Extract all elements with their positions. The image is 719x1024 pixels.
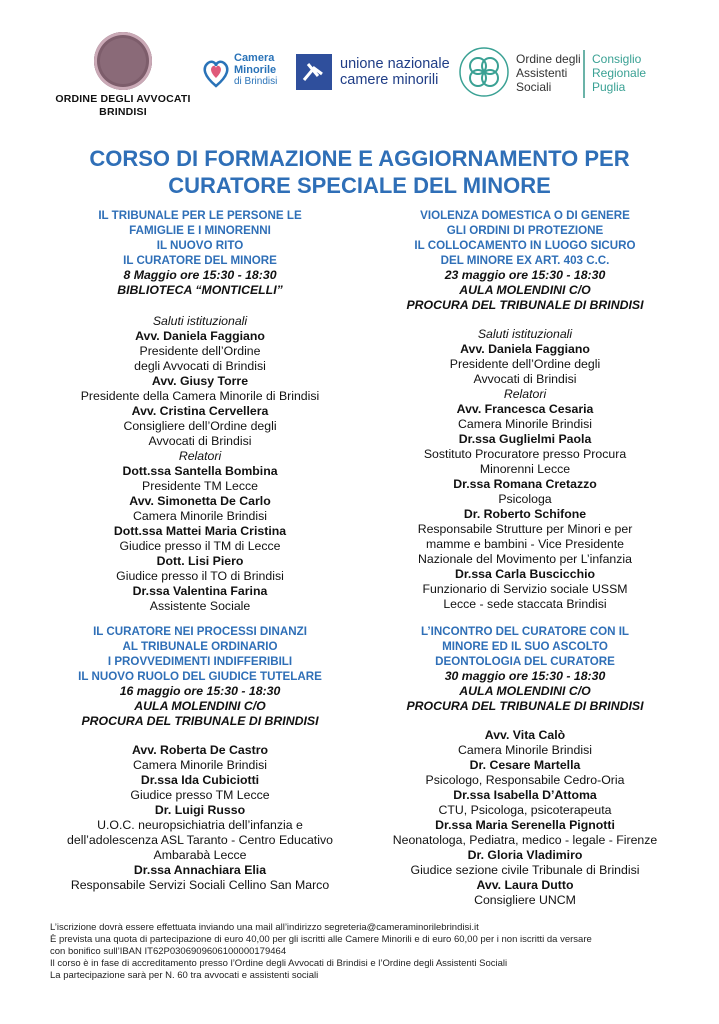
- speaker-role: degli Avvocati di Brindisi: [134, 359, 266, 373]
- heading-line: IL CURATORE NEI PROCESSI DINANZI: [93, 625, 307, 638]
- logo-text: Ordine degli: [516, 52, 581, 66]
- speaker-role: U.O.C. neuropsichiatria dell’infanzia e: [97, 818, 303, 832]
- footer-line: È prevista una quota di partecipazione di euro 40,00 per gli iscritti alle Camere Minorili e di euro 60,00 per i non iscritti da versare: [50, 934, 592, 945]
- session-place: AULA MOLENDINI C/O: [459, 283, 591, 297]
- logo-unione-camere: [296, 54, 456, 94]
- speaker-name: Dott. Lisi Piero: [156, 554, 244, 568]
- heading-line: GLI ORDINI DI PROTEZIONE: [446, 224, 604, 237]
- speaker-role: Consigliere UNCM: [474, 893, 576, 907]
- speaker-name: Avv. Roberta De Castro: [132, 743, 268, 757]
- logo-text: ORDINE DEGLI AVVOCATI: [55, 93, 191, 105]
- speaker-role: Presidente dell’Ordine: [139, 344, 261, 358]
- speaker-name: Dr.ssa Isabella D’Attoma: [453, 788, 597, 802]
- speaker-role: Lecce - sede staccata Brindisi: [443, 597, 607, 611]
- session-date: 16 maggio ore 15:30 - 18:30: [119, 684, 281, 698]
- hearts-icon: [200, 52, 232, 90]
- heading-line: AL TRIBUNALE ORDINARIO: [122, 640, 278, 653]
- speaker-role: Giudice presso TM Lecce: [130, 788, 270, 802]
- role-label: Relatori: [503, 387, 547, 401]
- speaker-name: Avv. Daniela Faggiano: [460, 342, 590, 356]
- speaker-name: Dr. Luigi Russo: [154, 803, 246, 817]
- page-title: [0, 145, 719, 199]
- speaker-name: Dr.ssa Carla Buscicchio: [454, 567, 596, 581]
- footer-line: L’iscrizione dovrà essere effettuata inviando una mail all’indirizzo segreteria@cameraminorilebrindisi.it: [50, 922, 479, 933]
- session-heading: [40, 208, 360, 268]
- speaker-role: Giudice presso il TM di Lecce: [119, 539, 281, 553]
- session-date: 23 maggio ore 15:30 - 18:30: [444, 268, 606, 282]
- speaker-role: Responsabile Strutture per Minori e per: [417, 522, 633, 536]
- speaker-role: Avvocati di Brindisi: [148, 434, 252, 448]
- speaker-role: Funzionario di Servizio sociale USSM: [422, 582, 628, 596]
- speaker-role: Ambarabà Lecce: [153, 848, 247, 862]
- session-place: PROCURA DEL TRIBUNALE DI BRINDISI: [406, 298, 644, 312]
- speaker-name: Avv. Daniela Faggiano: [135, 329, 265, 343]
- heading-line: DEONTOLOGIA DEL CURATORE: [435, 655, 615, 668]
- speaker-role: Assistente Sociale: [149, 599, 251, 613]
- logo-text: BRINDISI: [99, 106, 147, 118]
- speaker-name: Dr.ssa Guglielmi Paola: [458, 432, 592, 446]
- speaker-name: Dr.ssa Valentina Farina: [132, 584, 268, 598]
- speaker-role: dell’adolescenza ASL Taranto - Centro Educativo: [67, 833, 333, 847]
- speaker-list: [40, 314, 360, 614]
- session-3: [40, 624, 360, 893]
- speaker-role: Giudice presso il TO di Brindisi: [116, 569, 284, 583]
- logo-text: Minorile: [234, 64, 277, 76]
- speaker-role: Neonatologa, Pediatra, medico - legale - Firenze: [392, 833, 658, 847]
- speaker-role: Psicologo, Responsabile Cedro-Oria: [425, 773, 625, 787]
- session-place: PROCURA DEL TRIBUNALE DI BRINDISI: [406, 699, 644, 713]
- logo-text: Regionale: [592, 66, 647, 80]
- speaker-name: Dott.ssa Santella Bombina: [122, 464, 278, 478]
- session-heading: [365, 208, 685, 268]
- speaker-name: Dr.ssa Annachiara Elia: [133, 863, 267, 877]
- speaker-name: Avv. Cristina Cervellera: [131, 404, 269, 418]
- speaker-role: Giudice sezione civile Tribunale di Brindisi: [410, 863, 640, 877]
- role-label: Relatori: [178, 449, 222, 463]
- session-4: [365, 624, 685, 908]
- speaker-role: Presidente TM Lecce: [142, 479, 258, 493]
- logo-camera-minorile: [200, 52, 290, 92]
- logo-ordine-avvocati: [48, 32, 198, 119]
- heading-line: VIOLENZA DOMESTICA O DI GENERE: [420, 209, 630, 222]
- logo-text: Consiglio: [592, 52, 642, 66]
- speaker-name: Avv. Laura Dutto: [476, 878, 574, 892]
- speaker-role: Avvocati di Brindisi: [473, 372, 577, 386]
- speaker-name: Avv. Simonetta De Carlo: [129, 494, 271, 508]
- speaker-role: Sostituto Procuratore presso Procura: [423, 447, 627, 461]
- speaker-role: Minorenni Lecce: [479, 462, 571, 476]
- speaker-role: Presidente dell’Ordine degli: [449, 357, 601, 371]
- speaker-role: mamme e bambini - Vice Presidente: [426, 537, 624, 551]
- logo-text: Puglia: [592, 80, 626, 94]
- speaker-role: CTU, Psicologa, psicoterapeuta: [438, 803, 612, 817]
- session-date: 8 Maggio ore 15:30 - 18:30: [123, 268, 277, 282]
- speaker-name: Dott.ssa Mattei Maria Cristina: [113, 524, 287, 538]
- speaker-role: Camera Minorile Brindisi: [133, 758, 267, 772]
- speaker-name: Dr. Gloria Vladimiro: [467, 848, 583, 862]
- heading-line: IL TRIBUNALE PER LE PERSONE LE: [98, 209, 302, 222]
- speaker-list: [365, 327, 685, 612]
- speaker-list: [40, 743, 360, 893]
- speaker-role: Presidente della Camera Minorile di Brindisi: [80, 389, 320, 403]
- speaker-role: Psicologa: [498, 492, 552, 506]
- logo-text: Sociali: [516, 80, 552, 94]
- speaker-role: Camera Minorile Brindisi: [458, 743, 592, 757]
- session-place: PROCURA DEL TRIBUNALE DI BRINDISI: [81, 714, 319, 728]
- session-1: [40, 208, 360, 614]
- speaker-name: Avv. Vita Calò: [484, 728, 566, 742]
- hands-icon: [296, 54, 332, 90]
- title-line: CORSO DI FORMAZIONE E AGGIORNAMENTO PER: [89, 146, 630, 171]
- heading-line: MINORE ED IL SUO ASCOLTO: [442, 640, 608, 653]
- speaker-list: [365, 728, 685, 908]
- role-label: Saluti istituzionali: [477, 327, 573, 341]
- speaker-role: Consigliere dell’Ordine degli: [123, 419, 277, 433]
- heading-line: FAMIGLIE E I MINORENNI: [129, 224, 271, 237]
- logo-text: di Brindisi: [234, 76, 278, 87]
- knot-icon: [458, 46, 510, 98]
- footer-line: Il corso è in fase di accreditamento presso l’Ordine degli Avvocati di Brindisi e l’Ordine degli Assistenti Sociali: [50, 958, 508, 969]
- heading-line: IL COLLOCAMENTO IN LUOGO SICURO: [414, 239, 636, 252]
- speaker-name: Dr.ssa Romana Cretazzo: [453, 477, 597, 491]
- logo-text: Camera: [234, 52, 275, 64]
- role-label: Saluti istituzionali: [152, 314, 248, 328]
- footer-notes: [50, 922, 680, 982]
- speaker-role: Responsabile Servizi Sociali Cellino San Marco: [70, 878, 330, 892]
- session-heading: [365, 624, 685, 669]
- speaker-name: Avv. Francesca Cesaria: [456, 402, 594, 416]
- session-heading: [40, 624, 360, 684]
- logo-text: unione nazionale: [340, 56, 450, 72]
- session-place: AULA MOLENDINI C/O: [459, 684, 591, 698]
- divider: [583, 50, 585, 98]
- logo-assistenti-sociali: [458, 46, 698, 98]
- session-date: 30 maggio ore 15:30 - 18:30: [444, 669, 606, 683]
- session-2: [365, 208, 685, 612]
- speaker-name: Avv. Giusy Torre: [151, 374, 249, 388]
- speaker-name: Dr. Roberto Schifone: [463, 507, 587, 521]
- logo-text: Assistenti: [516, 66, 568, 80]
- speaker-role: Camera Minorile Brindisi: [133, 509, 267, 523]
- header-logos: [0, 0, 719, 125]
- speaker-name: Dr.ssa Maria Serenella Pignotti: [435, 818, 615, 832]
- heading-line: L’INCONTRO DEL CURATORE CON IL: [420, 625, 630, 638]
- seal-icon: [94, 32, 152, 90]
- heading-line: I PROVVEDIMENTI INDIFFERIBILI: [107, 655, 293, 668]
- heading-line: IL NUOVO RUOLO DEL GIUDICE TUTELARE: [78, 670, 322, 683]
- heading-line: IL NUOVO RITO: [156, 239, 244, 252]
- heading-line: IL CURATORE DEL MINORE: [123, 254, 277, 267]
- speaker-name: Dr. Cesare Martella: [469, 758, 581, 772]
- speaker-name: Dr.ssa Ida Cubiciotti: [140, 773, 260, 787]
- session-place: BIBLIOTECA “MONTICELLI”: [117, 283, 283, 297]
- session-place: AULA MOLENDINI C/O: [134, 699, 266, 713]
- footer-line: con bonifico sull’IBAN IT62P0306909606100000179464: [50, 946, 287, 957]
- speaker-role: Camera Minorile Brindisi: [458, 417, 592, 431]
- heading-line: DEL MINORE EX ART. 403 C.C.: [440, 254, 610, 267]
- logo-text: camere minorili: [340, 72, 439, 88]
- footer-line: La partecipazione sarà per N. 60 tra avvocati e assistenti sociali: [50, 970, 319, 981]
- title-line: CURATORE SPECIALE DEL MINORE: [168, 173, 551, 198]
- speaker-role: Nazionale del Movimento per L’infanzia: [418, 552, 632, 566]
